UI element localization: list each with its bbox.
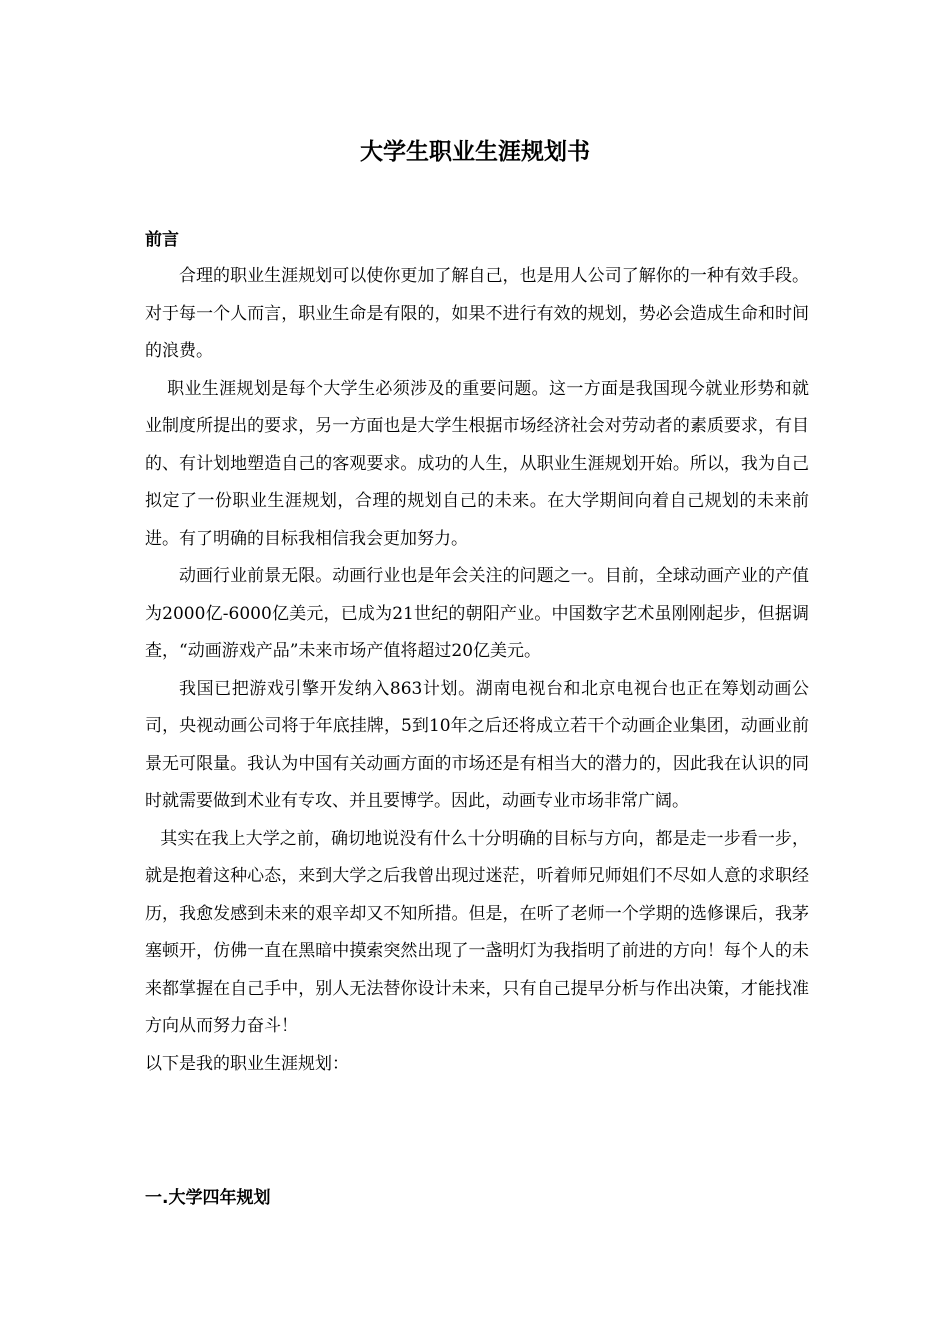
preface-body	[145, 258, 809, 1083]
paragraph-5: 其实在我上大学之前，确切地说没有什么十分明确的目标与方向，都是走一步看一步，就是抱着这种心态，来到大学之后我曾出现过迷茫，听着师兄师姐们不尽如人意的求职经历，我愈发感到未来的艰辛却又不知所措。但是，在听了老师一个学期的选修课后，我茅塞顿开，仿佛一直在黑暗中摸索突然出现了一盏明灯为我指明了前进的方向！每个人的未来都掌握在自己手中，别人无法替你设计未来，只有自己提早分析与作出决策，才能找准方向从而努力奋斗！	[145, 828, 809, 1036]
section-1-heading: 一.大学四年规划	[145, 1188, 271, 1208]
paragraph-3: 动画行业前景无限。动画行业也是年会关注的问题之一。目前，全球动画产业的产值为2000亿-6000亿美元，已成为21世纪的朝阳产业。中国数字艺术虽刚刚起步，但据调查，“动画游戏产品”未来市场产值将超过20亿美元。	[145, 566, 809, 661]
paragraph-4: 我国已把游戏引擎开发纳入863计划。湖南电视台和北京电视台也正在筹划动画公司，央视动画公司将于年底挂牌，5到10年之后还将成立若干个动画企业集团，动画业前景无可限量。我认为中国有关动画方面的市场还是有相当大的潜力的，因此我在认识的同时就需要做到术业有专攻、并且要博学。因此，动画专业市场非常广阔。	[145, 678, 809, 811]
preface-heading: 前言	[145, 230, 179, 250]
paragraph-1: 合理的职业生涯规划可以使你更加了解自己，也是用人公司了解你的一种有效手段。对于每一个人而言，职业生命是有限的，如果不进行有效的规划，势必会造成生命和时间的浪费。	[145, 266, 809, 361]
page-title: 大学生职业生涯规划书	[360, 139, 590, 165]
paragraph-2: 职业生涯规划是每个大学生必须涉及的重要问题。这一方面是我国现今就业形势和就业制度所提出的要求，另一方面也是大学生根据市场经济社会对劳动者的素质要求，有目的、有计划地塑造自己的客观要求。成功的人生，从职业生涯规划开始。所以，我为自己拟定了一份职业生涯规划，合理的规划自己的未来。在大学期间向着自己规划的未来前进。有了明确的目标我相信我会更加努力。	[145, 378, 809, 549]
paragraph-6: 以下是我的职业生涯规划：	[145, 1053, 349, 1074]
